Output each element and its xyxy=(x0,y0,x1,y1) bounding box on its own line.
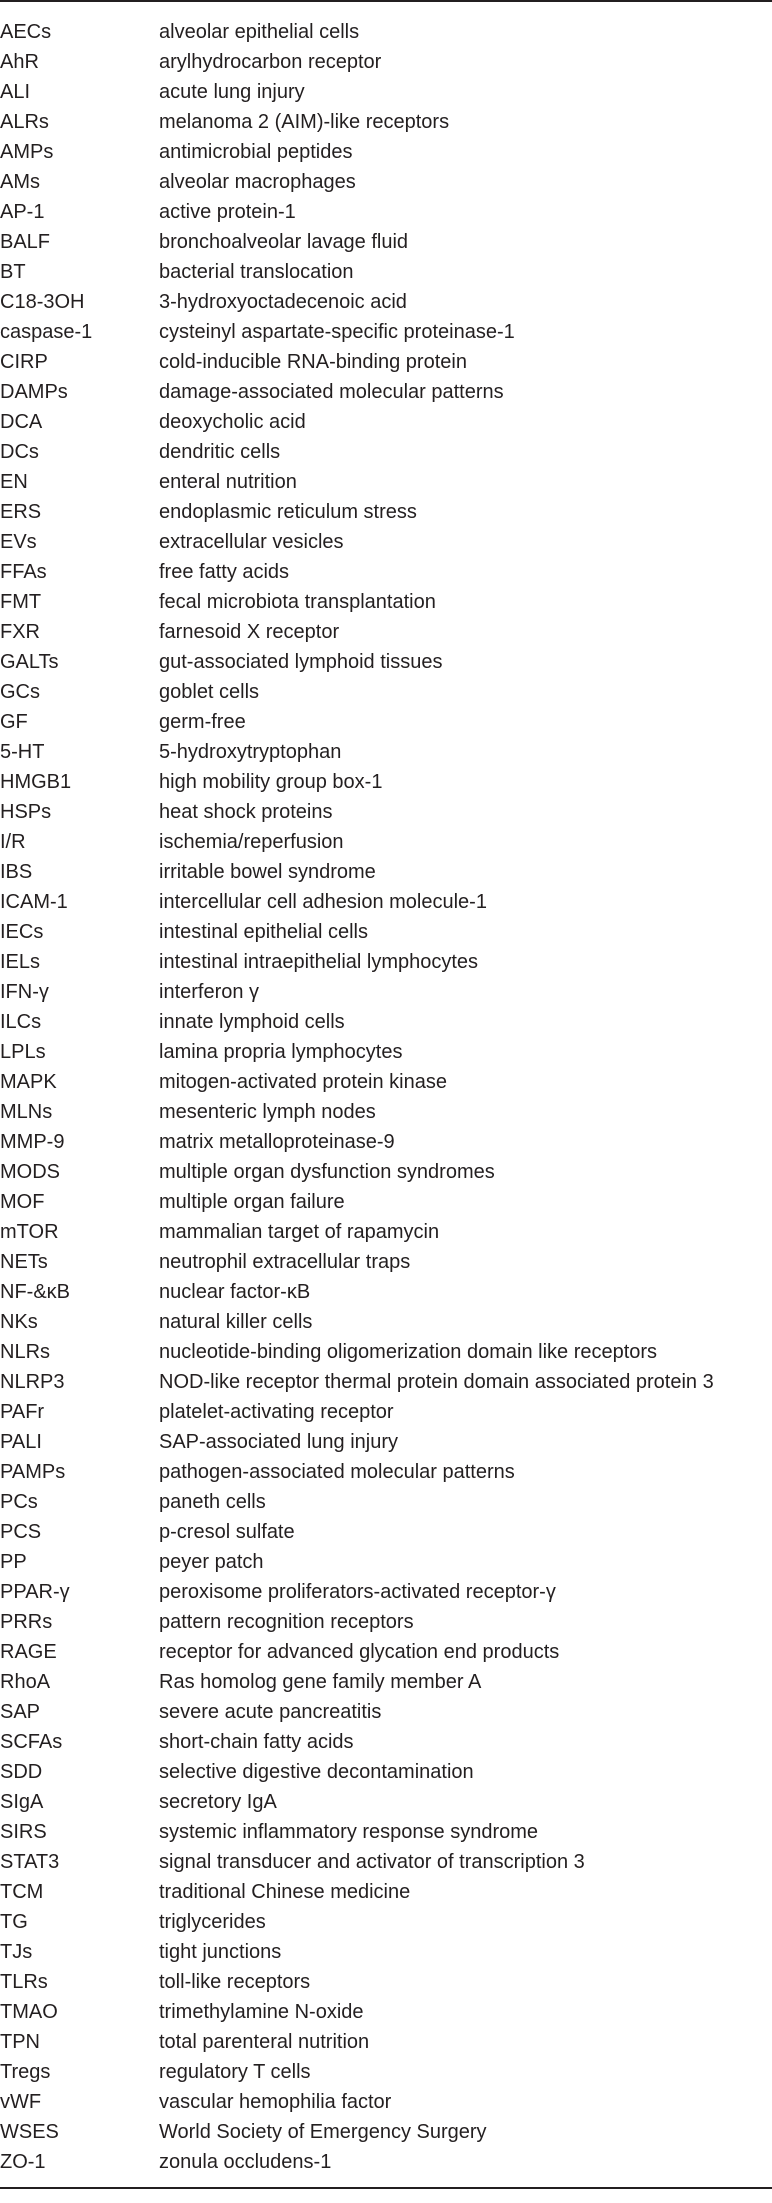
abbreviation-cell: ICAM-1 xyxy=(0,891,68,913)
table-row xyxy=(0,1877,772,1907)
definition-cell: multiple organ failure xyxy=(159,1191,345,1213)
definition-cell: mammalian target of rapamycin xyxy=(159,1221,440,1243)
abbreviation-cell: RAGE xyxy=(0,1641,57,1663)
table-row xyxy=(0,347,772,377)
abbreviation-cell: SAP xyxy=(0,1701,41,1723)
abbreviation-cell: I/R xyxy=(0,831,26,853)
abbreviation-cell: MLNs xyxy=(0,1101,53,1123)
table-row xyxy=(0,1457,772,1487)
table-row xyxy=(0,557,772,587)
definition-cell: peroxisome proliferators-activated receptor-γ xyxy=(159,1581,556,1603)
abbreviation-cell: NETs xyxy=(0,1251,48,1273)
definition-cell: intestinal epithelial cells xyxy=(159,921,369,943)
table-row xyxy=(0,887,772,917)
table-row xyxy=(0,377,772,407)
table-row xyxy=(0,317,772,347)
definition-cell: heat shock proteins xyxy=(159,801,333,823)
definition-cell: vascular hemophilia factor xyxy=(159,2091,392,2113)
table-row xyxy=(0,977,772,1007)
abbreviation-cell: AP-1 xyxy=(0,201,45,223)
definition-cell: nucleotide-binding oligomerization domain like receptors xyxy=(159,1341,658,1363)
definition-cell: extracellular vesicles xyxy=(159,531,344,553)
table-row xyxy=(0,617,772,647)
abbreviation-cell: GCs xyxy=(0,681,40,703)
table-row xyxy=(0,257,772,287)
definition-cell: irritable bowel syndrome xyxy=(159,861,376,883)
table-row xyxy=(0,467,772,497)
abbreviation-cell: MMP-9 xyxy=(0,1131,65,1153)
definition-cell: active protein-1 xyxy=(159,201,296,223)
table-row xyxy=(0,1427,772,1457)
definition-cell: platelet-activating receptor xyxy=(159,1401,394,1423)
table-row xyxy=(0,737,772,767)
abbreviation-cell: PALI xyxy=(0,1431,42,1453)
definition-cell: high mobility group box-1 xyxy=(159,771,383,793)
abbreviation-cell: SCFAs xyxy=(0,1731,63,1753)
definition-cell: cysteinyl aspartate-specific proteinase-1 xyxy=(159,321,515,343)
table-row xyxy=(0,1397,772,1427)
abbreviation-cell: TJs xyxy=(0,1941,33,1963)
definition-cell: traditional Chinese medicine xyxy=(159,1881,411,1903)
definition-cell: p-cresol sulfate xyxy=(159,1521,295,1543)
abbreviation-cell: ZO-1 xyxy=(0,2151,46,2173)
abbreviation-cell: DCs xyxy=(0,441,39,463)
definition-cell: 5-hydroxytryptophan xyxy=(159,741,342,763)
table-row xyxy=(0,1967,772,1997)
abbreviation-cell: AMPs xyxy=(0,141,54,163)
abbreviation-cell: ALI xyxy=(0,81,31,103)
definition-cell: selective digestive decontamination xyxy=(159,1761,474,1783)
definition-cell: zonula occludens-1 xyxy=(159,2151,332,2173)
definition-cell: NOD-like receptor thermal protein domain associated protein 3 xyxy=(159,1371,714,1393)
abbreviations-list xyxy=(0,2,772,2177)
definition-cell: systemic inflammatory response syndrome xyxy=(159,1821,539,1843)
table-row xyxy=(0,2057,772,2087)
definition-cell: antimicrobial peptides xyxy=(159,141,353,163)
abbreviation-cell: RhoA xyxy=(0,1671,51,1693)
abbreviation-cell: CIRP xyxy=(0,351,48,373)
abbreviation-cell: TLRs xyxy=(0,1971,48,1993)
table-row xyxy=(0,707,772,737)
abbreviation-cell: NLRP3 xyxy=(0,1371,65,1393)
table-row xyxy=(0,857,772,887)
definition-cell: neutrophil extracellular traps xyxy=(159,1251,411,1273)
table-row xyxy=(0,1247,772,1277)
abbreviation-cell: PP xyxy=(0,1551,27,1573)
abbreviation-cell: FXR xyxy=(0,621,40,643)
table-row xyxy=(0,1937,772,1967)
table-row xyxy=(0,167,772,197)
abbreviation-cell: NLRs xyxy=(0,1341,51,1363)
table-row xyxy=(0,1367,772,1397)
abbreviation-cell: TG xyxy=(0,1911,28,1933)
definition-cell: bronchoalveolar lavage fluid xyxy=(159,231,409,253)
definition-cell: nuclear factor-κB xyxy=(159,1281,311,1303)
definition-cell: mitogen-activated protein kinase xyxy=(159,1071,447,1093)
definition-cell: peyer patch xyxy=(159,1551,264,1573)
abbreviation-cell: ERS xyxy=(0,501,42,523)
table-bottom-rule xyxy=(0,2187,772,2189)
abbreviation-cell: LPLs xyxy=(0,1041,46,1063)
table-row xyxy=(0,767,772,797)
table-row xyxy=(0,1757,772,1787)
definition-cell: total parenteral nutrition xyxy=(159,2031,370,2053)
definition-cell: SAP-associated lung injury xyxy=(159,1431,399,1453)
abbreviation-cell: PCS xyxy=(0,1521,42,1543)
definition-cell: multiple organ dysfunction syndromes xyxy=(159,1161,495,1183)
table-row xyxy=(0,2147,772,2177)
definition-cell: trimethylamine N-oxide xyxy=(159,2001,364,2023)
table-row xyxy=(0,2027,772,2057)
table-row xyxy=(0,1667,772,1697)
abbreviation-cell: MAPK xyxy=(0,1071,57,1093)
abbreviation-cell: PPAR-γ xyxy=(0,1581,70,1603)
definition-cell: pathogen-associated molecular patterns xyxy=(159,1461,515,1483)
definition-cell: signal transducer and activator of transcription 3 xyxy=(159,1851,585,1873)
table-row xyxy=(0,2087,772,2117)
abbreviation-cell: PAMPs xyxy=(0,1461,66,1483)
abbreviation-cell: EVs xyxy=(0,531,37,553)
definition-cell: enteral nutrition xyxy=(159,471,297,493)
table-row xyxy=(0,797,772,827)
abbreviation-cell: Tregs xyxy=(0,2061,51,2083)
table-row xyxy=(0,1217,772,1247)
abbreviation-cell: ALRs xyxy=(0,111,49,133)
definition-cell: 3-hydroxyoctadecenoic acid xyxy=(159,291,407,313)
table-row xyxy=(0,407,772,437)
definition-cell: alveolar macrophages xyxy=(159,171,356,193)
definition-cell: severe acute pancreatitis xyxy=(159,1701,382,1723)
definition-cell: Ras homolog gene family member A xyxy=(159,1671,482,1693)
abbreviation-cell: SIRS xyxy=(0,1821,47,1843)
abbreviation-cell: AMs xyxy=(0,171,40,193)
definition-cell: gut-associated lymphoid tissues xyxy=(159,651,443,673)
abbreviation-cell: EN xyxy=(0,471,28,493)
abbreviation-cell: NF-&κB xyxy=(0,1281,70,1303)
definition-cell: intercellular cell adhesion molecule-1 xyxy=(159,891,487,913)
abbreviation-cell: IELs xyxy=(0,951,41,973)
table-row xyxy=(0,47,772,77)
table-row xyxy=(0,647,772,677)
table-row xyxy=(0,137,772,167)
table-row xyxy=(0,197,772,227)
abbreviation-cell: SDD xyxy=(0,1761,43,1783)
table-row xyxy=(0,1097,772,1127)
abbreviation-cell: ILCs xyxy=(0,1011,42,1033)
definition-cell: matrix metalloproteinase-9 xyxy=(159,1131,395,1153)
table-row xyxy=(0,1157,772,1187)
abbreviation-cell: vWF xyxy=(0,2091,42,2113)
table-row xyxy=(0,1787,772,1817)
abbreviation-cell: AhR xyxy=(0,51,39,73)
definition-cell: triglycerides xyxy=(159,1911,266,1933)
table-row xyxy=(0,917,772,947)
table-row xyxy=(0,1907,772,1937)
abbreviation-cell: TCM xyxy=(0,1881,44,1903)
table-row xyxy=(0,1337,772,1367)
abbreviation-cell: FFAs xyxy=(0,561,47,583)
abbreviation-cell: C18-3OH xyxy=(0,291,85,313)
definition-cell: lamina propria lymphocytes xyxy=(159,1041,403,1063)
table-row xyxy=(0,497,772,527)
abbreviation-cell: BT xyxy=(0,261,26,283)
definition-cell: secretory IgA xyxy=(159,1791,277,1813)
definition-cell: damage-associated molecular patterns xyxy=(159,381,504,403)
definition-cell: farnesoid X receptor xyxy=(159,621,340,643)
table-row xyxy=(0,77,772,107)
table-row xyxy=(0,1037,772,1067)
abbreviation-cell: IECs xyxy=(0,921,44,943)
definition-cell: short-chain fatty acids xyxy=(159,1731,354,1753)
table-row xyxy=(0,227,772,257)
abbreviation-cell: MOF xyxy=(0,1191,45,1213)
table-row xyxy=(0,1127,772,1157)
definition-cell: receptor for advanced glycation end products xyxy=(159,1641,560,1663)
table-row xyxy=(0,1277,772,1307)
abbreviation-cell: BALF xyxy=(0,231,51,253)
table-row xyxy=(0,1847,772,1877)
abbreviation-cell: STAT3 xyxy=(0,1851,60,1873)
table-row xyxy=(0,1007,772,1037)
definition-cell: endoplasmic reticulum stress xyxy=(159,501,417,523)
definition-cell: acute lung injury xyxy=(159,81,305,103)
table-row xyxy=(0,17,772,47)
abbreviation-cell: IBS xyxy=(0,861,33,883)
abbreviation-cell: MODS xyxy=(0,1161,60,1183)
definition-cell: bacterial translocation xyxy=(159,261,354,283)
table-row xyxy=(0,1067,772,1097)
table-row xyxy=(0,587,772,617)
table-row xyxy=(0,947,772,977)
table-row xyxy=(0,437,772,467)
table-row xyxy=(0,1187,772,1217)
abbreviation-cell: TPN xyxy=(0,2031,40,2053)
table-row xyxy=(0,2117,772,2147)
table-row xyxy=(0,1637,772,1667)
definition-cell: cold-inducible RNA-binding protein xyxy=(159,351,467,373)
abbreviation-cell: SIgA xyxy=(0,1791,44,1813)
definition-cell: deoxycholic acid xyxy=(159,411,306,433)
table-row xyxy=(0,1727,772,1757)
table-row xyxy=(0,677,772,707)
table-row xyxy=(0,1307,772,1337)
table-row xyxy=(0,1517,772,1547)
abbreviation-cell: FMT xyxy=(0,591,42,613)
abbreviation-cell: HSPs xyxy=(0,801,52,823)
abbreviation-cell: PAFr xyxy=(0,1401,45,1423)
definition-cell: melanoma 2 (AIM)-like receptors xyxy=(159,111,450,133)
definition-cell: mesenteric lymph nodes xyxy=(159,1101,376,1123)
definition-cell: regulatory T cells xyxy=(159,2061,311,2083)
table-row xyxy=(0,1697,772,1727)
definition-cell: toll-like receptors xyxy=(159,1971,311,1993)
definition-cell: dendritic cells xyxy=(159,441,281,463)
abbreviation-cell: DAMPs xyxy=(0,381,68,403)
abbreviation-cell: GALTs xyxy=(0,651,59,673)
definition-cell: fecal microbiota transplantation xyxy=(159,591,436,613)
definition-cell: goblet cells xyxy=(159,681,260,703)
definition-cell: interferon γ xyxy=(159,981,260,1003)
abbreviation-cell: NKs xyxy=(0,1311,38,1333)
table-row xyxy=(0,1487,772,1517)
table-row xyxy=(0,107,772,137)
table-row xyxy=(0,1547,772,1577)
definition-cell: World Society of Emergency Surgery xyxy=(159,2121,487,2143)
definition-cell: alveolar epithelial cells xyxy=(159,21,360,43)
definition-cell: tight junctions xyxy=(159,1941,282,1963)
abbreviation-cell: DCA xyxy=(0,411,43,433)
abbreviation-cell: WSES xyxy=(0,2121,59,2143)
definition-cell: innate lymphoid cells xyxy=(159,1011,345,1033)
definition-cell: ischemia/reperfusion xyxy=(159,831,344,853)
definition-cell: natural killer cells xyxy=(159,1311,313,1333)
abbreviation-cell: AECs xyxy=(0,21,52,43)
abbreviation-cell: caspase-1 xyxy=(0,321,93,343)
table-row xyxy=(0,287,772,317)
table-row xyxy=(0,1607,772,1637)
table-row xyxy=(0,1817,772,1847)
abbreviation-cell: PCs xyxy=(0,1491,38,1513)
definition-cell: germ-free xyxy=(159,711,246,733)
abbreviation-cell: IFN-γ xyxy=(0,981,49,1003)
abbreviation-cell: GF xyxy=(0,711,28,733)
abbreviation-cell: TMAO xyxy=(0,2001,58,2023)
definition-cell: free fatty acids xyxy=(159,561,290,583)
table-row xyxy=(0,1577,772,1607)
table-row xyxy=(0,527,772,557)
abbreviation-cell: PRRs xyxy=(0,1611,53,1633)
definition-cell: pattern recognition receptors xyxy=(159,1611,414,1633)
table-row xyxy=(0,1997,772,2027)
abbreviation-cell: 5-HT xyxy=(0,741,45,763)
definition-cell: arylhydrocarbon receptor xyxy=(159,51,382,73)
definition-cell: intestinal intraepithelial lymphocytes xyxy=(159,951,479,973)
table-row xyxy=(0,827,772,857)
abbreviation-cell: mTOR xyxy=(0,1221,59,1243)
definition-cell: paneth cells xyxy=(159,1491,266,1513)
abbreviation-cell: HMGB1 xyxy=(0,771,72,793)
